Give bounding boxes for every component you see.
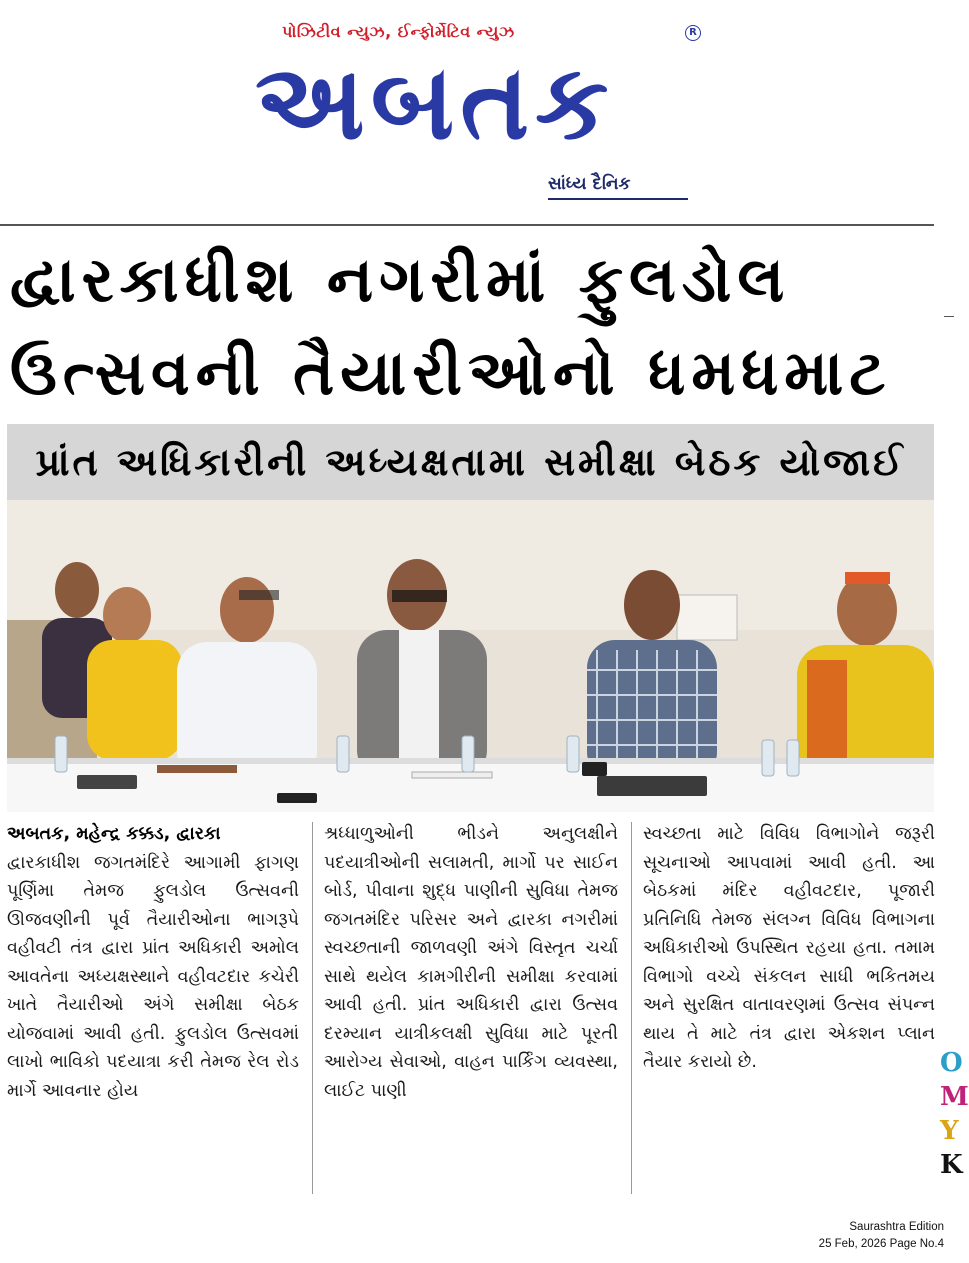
- newspaper-logo[interactable]: અબતક: [255, 41, 615, 163]
- masthead: [0, 0, 954, 225]
- headline-line-1: દ્વારકાધીશ નગરીમાં ફુલડોલ: [10, 243, 791, 316]
- cut-letter: M: [940, 1082, 969, 1112]
- article-column-2: [324, 820, 618, 1105]
- meeting-photo-illustration: [7, 500, 934, 812]
- cut-letter: K: [940, 1150, 963, 1180]
- article-column-1-text: દ્વારકાધીશ જગતમંદિરે આગામી ફાગણ પૂર્ણિમા તેમજ ફુલડોલ ઉત્સવની ઊજવણીની પૂર્વ તૈયારીઓના ભાગરૂપે વહીવટી તંત્ર દ્વારા પ્રાંત અધિકારી અમોલ આવતેના અધ્યક્ષસ્થાને વહીવટદાર કચેરી ખાતે તૈયારીઓ અંગે સમીક્ષા બેઠક યોજવામાં આવી હતી. ફુલડોલ ઉત્સવમાં લાખો ભાવિકો પદયાત્રા કરી તેમજ રેલ રોડ માર્ગે આવનાર હોય: [7, 852, 299, 1101]
- column-divider: [631, 822, 632, 1194]
- article-column-1: [7, 820, 299, 1105]
- adjacent-article-edge: [940, 1046, 969, 1182]
- registered-mark-icon: R: [685, 25, 701, 41]
- edition-underline: [548, 198, 688, 200]
- headline-line-2: ઉત્સવની તૈયારીઓનો ધમધમાટ: [10, 336, 892, 409]
- masthead-tagline: પોઝિટીવ ન્યુઝ, ઈન્ફોર્મેટિવ ન્યુઝ: [282, 22, 515, 41]
- cut-letter: O: [940, 1048, 963, 1078]
- article-column-3-text: સ્વચ્છતા માટે વિવિધ વિભાગોને જરૂરી સૂચનાઓ આપવામાં આવી હતી. આ બેઠકમાં મંદિર વહીવટદાર, પૂજારી પ્રતિનિધિ તેમજ સંલગ્ન વિવિધ વિભાગના અધિકારીઓ ઉપસ્થિત રહયા હતા. તમામ વિભાગો વચ્ચે સંકલન સાધી ભકિતમય અને સુરક્ષિત વાતાવરણમાં ઉત્સવ સંપન્ન થાય તે માટે તંત્ર દ્વારા એકશન પ્લાન તૈયાર કરાયો છે.: [643, 824, 935, 1072]
- article-column-2-text: શ્રધ્ધાળુઓની ભીડને અનુલક્ષીને પદયાત્રીઓની સલામતી, માર્ગો પર સાઈન બોર્ડ, પીવાના શુદ્ધ પાણીની સુવિધા તેમજ જગતમંદિર પરિસર અને દ્વારકા નગરીમાં સ્વચ્છતાની જાળવણી અંગે વિસ્તૃત ચર્ચા સાથે થયેલ કામગીરીની સમીક્ષા કરવામાં આવી હતી. પ્રાંત અધિકારી દ્વારા ઉત્સવ દરમ્યાન યાત્રીકલક્ષી સુવિધા માટે પૂરતી આરોગ્ય સેવાઓ, વાહન પાર્કિંગ વ્યવસ્થા, લાઈટ પાણી: [324, 824, 618, 1101]
- column-divider: [312, 822, 313, 1194]
- subhead-band: [7, 424, 934, 500]
- page-footer: [819, 1219, 944, 1253]
- cut-letter: Y: [940, 1116, 959, 1146]
- margin-mark: [944, 316, 954, 317]
- edition-name: Saurashtra Edition: [849, 1221, 944, 1233]
- article-column-3: [643, 820, 935, 1077]
- meeting-photo[interactable]: [7, 500, 934, 812]
- subheadline: પ્રાંત અધિકારીની અધ્યક્ષતામા સમીક્ષા બેઠક યોજાઈ: [35, 440, 906, 484]
- date-page-number: 25 Feb, 2026 Page No.4: [818, 1238, 944, 1250]
- edition-type: સાંધ્ય દૈનિક: [548, 174, 631, 194]
- masthead-divider: [0, 224, 934, 226]
- article-byline: અબતક, મહેન્દ્ર કક્કડ, દ્વારકા: [7, 824, 221, 844]
